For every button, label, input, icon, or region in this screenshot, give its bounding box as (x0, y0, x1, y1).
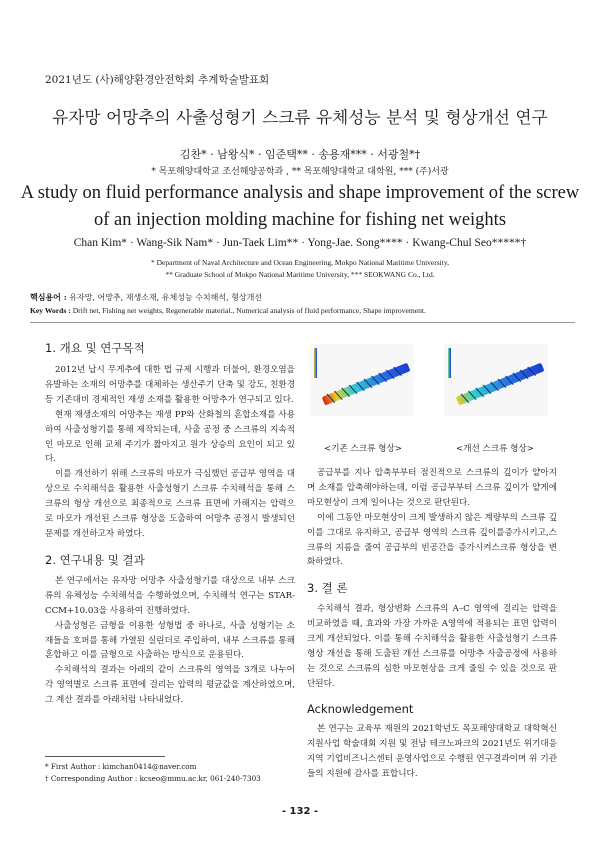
intro-paragraph-1: 2012년 납시 무게추에 대한 법 규제 시행과 더불어, 환경오염을 유발하는 소재의 어망추를 대체하는 생산주기 단축 및 강도, 친환경 등 기존대비 경제적인 재생 소재를 활용한 어망추가 연구되고 있다. (45, 365, 295, 405)
result-paragraph-1: 공급부를 지나 압축부부터 점진적으로 스크류의 깊이가 얕아지며 소재를 압축해야하는데, 이럼 공급부부터 스크류 깊이가 얕게에 마모현상이 크게 일어나는 것으로 판단된다. (307, 468, 557, 508)
left-column (45, 340, 295, 708)
affiliation-english-1: * Department of Naval Architecture and Ocean Engineering, Mokpo National Maritime University, (151, 258, 449, 267)
screw-body-existing (322, 363, 411, 406)
keywords-divider (30, 322, 575, 323)
figure-caption-improved: <개선 스크류 형상> (456, 444, 534, 454)
footnote-first-author: * First Author : kimchan0414@naver.com (45, 762, 197, 771)
result-paragraph-2: 이에 그동안 마모현상이 크게 발생하지 않은 계량부의 스크류 깊이를 그대로 유지하고, 공급부 영역의 스크류 깊이를증가시키고,스크류의 지름을 줄여 공급부의 빈공간을 증가시켜스크류 형상을 변화하였다. (307, 512, 557, 568)
right-column (307, 466, 557, 781)
conclusion-paragraph: 수치해석 결과, 형상변화 스크류의 A–C 영역에 걸리는 압력을 비교하였을 때, 효과와 가장 가까운 A영역에 적용되는 표면 압력이 크게 개선되었다. 이를 통해 수치해석을 활용한 사출성형기 스크류 형상 개선을 통해 도출된 개선 스크류를 어망추 사출공정에 사용하는 것으로 스크류의 심한 마모현상을 크게 줄일 수 있을 것으로 판단된다. (307, 604, 557, 689)
keywords-english (30, 306, 575, 315)
affiliation-english-2: ** Graduate School of Mokpo National Maritime University, *** SEOKWANG Co., Ltd. (165, 270, 435, 279)
authors-english: Chan Kim* · Wang-Sik Nam* · Jun-Taek Lim** · Yong-Jae. Song**** · Kwang-Chul Seo*****† (73, 237, 527, 249)
affiliation-korean: * 목포해양대학교 조선해양공학과 , ** 목포해양대학교 대학원, *** (주)서광 (151, 167, 449, 177)
legend-bar (448, 348, 451, 378)
keywords-korean-label: 핵심용어 : (30, 292, 67, 302)
section-method-title: 2. 연구내용 및 결과 (45, 552, 145, 567)
keywords-korean (30, 292, 575, 303)
method-paragraph-3: 수치해석의 결과는 아래의 같이 스크류의 영역을 3개로 나누어 각 영역별로 스크류 표면에 걸리는 압력의 평균값을 계산하였으며, 그 계산 결과를 아래처럼 나타내었다. (45, 665, 295, 706)
authors-korean: 김찬* · 남왕식* · 임준택** · 송용재*** · 서광철*† (179, 148, 421, 161)
screw-figure-existing (310, 344, 414, 416)
title-english-line-2: of an injection molding machine for fishing net weights (93, 210, 507, 230)
legend-bar (314, 348, 317, 378)
screw-body-improved (456, 363, 545, 406)
keywords-korean-text: 유자망, 어망추, 재생소재, 유체성능 수치해석, 형상개선 (69, 293, 263, 302)
section-intro-title: 1. 개요 및 연구목적 (45, 341, 145, 355)
section-acknowledgement-title: Acknowledgement (307, 701, 414, 716)
figure-caption-existing: <기존 스크류 형상> (324, 444, 402, 454)
footnote-divider (45, 756, 165, 757)
acknowledgement-paragraph: 본 연구는 교육부 재원의 2021학년도 목포해양대학교 대학혁신지원사업 학술대회 지원 및 전남 테크노파크의 2021년도 위기대응지역 기업비즈니스센터 운영사업으로 수행된 연구결과이며 위 기관들의 지원에 감사를 표합니다. (307, 723, 557, 779)
screw-figure-improved (444, 344, 548, 416)
screw-figure (310, 344, 555, 454)
keywords-english-text: Drift net, Fishing net weights, Regenerable material., Numerical analysis of fluid performance, Shape improvement. (72, 306, 426, 315)
title-english-line-1: A study on fluid performance analysis and shape improvement of the screw (20, 183, 580, 203)
intro-paragraph-2: 현재 재생소재의 어망추는 재생 PP와 산화철의 혼합소재를 사용하여 사출성형기를 통해 제작되는데, 사출 공정 중 스크류의 지속적인 마모로 인해 교체 주기가 짧아지고 원가 상승의 요인이 되고 있다. (45, 409, 295, 465)
intro-paragraph-3: 이를 개선하기 위해 스크류의 마모가 극심했던 공급부 영역을 대상으로 수치해석을 활용한 사출성형기 스크류 수치해석을 통해 스크류의 형상 개선으로 최종적으로 스크류 표면에 가해지는 압력으로 마모가 개선된 스크류 형상을 도출하여 어망추 공정시 발생되던 문제를 개선하고자 하였다. (45, 469, 295, 539)
method-paragraph-2: 사출성형은 금형을 이용한 성형법 중 하나로, 사출 성형기는 소재들을 호퍼를 통해 가열된 실린더로 주입하여, 내부 스크류를 통해 혼합하고 이를 금형으로 사출하는 방식으로 운용된다. (45, 620, 295, 661)
title-english (20, 180, 580, 234)
method-paragraph-1: 본 연구에서는 유자망 어망추 사출성형기를 대상으로 내부 스크류의 유체성능 수치해석을 수행하였으며, 수치해석 연구는 STAR-CCM+10.03을 사용하여 진행하였다. (45, 575, 295, 616)
title-korean: 유자망 어망추의 사출성형기 스크류 유체성능 분석 및 형상개선 연구 (52, 108, 548, 127)
keywords-english-label: Key Words : (30, 306, 71, 315)
page-number: - 132 - (281, 806, 319, 817)
section-conclusion-title: 3. 결 론 (307, 581, 348, 596)
footnote-corresponding-author: † Corresponding Author : kcseo@mmu.ac.kr, 061-240-7303 (45, 774, 261, 783)
conference-header: 2021년도 (사)해양환경안전학회 추계학술발표회 (45, 74, 270, 86)
